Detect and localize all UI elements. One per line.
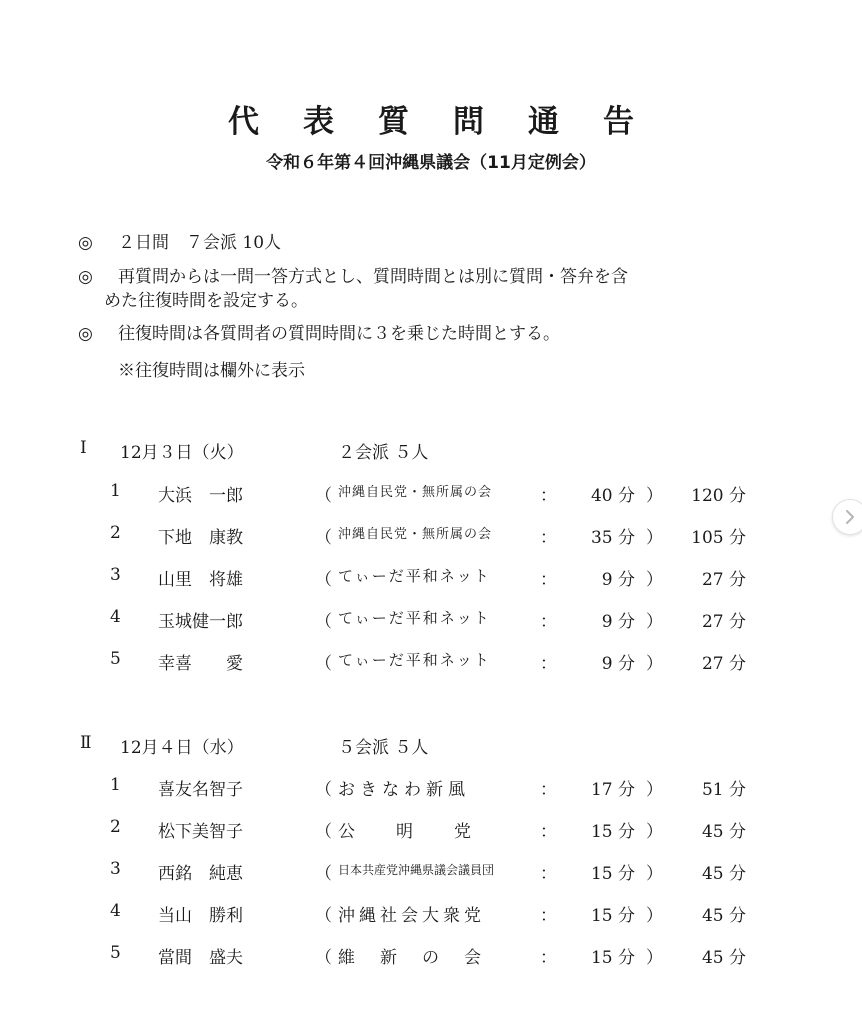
- party-name: てぃーだ平和ネット: [338, 651, 491, 669]
- open-paren: （: [315, 948, 332, 968]
- double-circle-icon: ◎: [78, 233, 93, 253]
- close-paren: ）: [646, 906, 663, 926]
- row-number: 2: [110, 523, 121, 543]
- table-row: [0, 649, 862, 679]
- question-minutes: 15 分: [590, 864, 635, 884]
- question-minutes: 9 分: [601, 654, 635, 674]
- table-row: [0, 523, 862, 553]
- party-name: 維 新 の 会: [338, 948, 485, 968]
- note-text: ２日間 ７会派 10人: [118, 233, 282, 253]
- party-name: 沖縄社会大衆党: [338, 906, 485, 926]
- questioner-name: 下地 康教: [158, 528, 243, 548]
- questioner-name: 大浜 一郎: [158, 486, 243, 506]
- row-number: 1: [110, 481, 121, 501]
- table-row: [0, 607, 862, 637]
- open-paren: （: [315, 612, 332, 632]
- round-trip-minutes: 27 分: [701, 612, 746, 632]
- note-item: [78, 231, 738, 255]
- section-count: ５会派 ５人: [338, 738, 429, 758]
- section-date: 12月４日（水）: [120, 738, 244, 758]
- note-text: 往復時間は各質問者の質問時間に３を乗じた時間とする。: [118, 324, 560, 344]
- row-number: 5: [110, 649, 121, 669]
- question-minutes: 35 分: [590, 528, 635, 548]
- aside-note: ※往復時間は欄外に表示: [118, 361, 305, 381]
- colon: ：: [540, 486, 557, 506]
- close-paren: ）: [646, 780, 663, 800]
- colon: ：: [540, 570, 557, 590]
- round-trip-minutes: 45 分: [701, 864, 746, 884]
- note-text: 再質問からは一問一答方式とし、質問時間とは別に質問・答弁を含: [118, 267, 628, 287]
- document-subtitle: 令和６年第４回沖縄県議会（11月定例会）: [266, 153, 596, 173]
- open-paren: （: [315, 864, 332, 884]
- double-circle-icon: ◎: [78, 267, 93, 287]
- colon: ：: [540, 612, 557, 632]
- round-trip-minutes: 45 分: [701, 948, 746, 968]
- party-name: てぃーだ平和ネット: [338, 609, 491, 627]
- colon: ：: [540, 906, 557, 926]
- questioner-name: 山里 将雄: [158, 570, 243, 590]
- question-minutes: 15 分: [590, 906, 635, 926]
- question-minutes: 15 分: [590, 948, 635, 968]
- colon: ：: [540, 822, 557, 842]
- questioner-name: 当山 勝利: [158, 906, 243, 926]
- document-title: 代表質問通告: [228, 104, 678, 140]
- row-number: 4: [110, 607, 121, 627]
- close-paren: ）: [646, 822, 663, 842]
- round-trip-minutes: 27 分: [701, 654, 746, 674]
- table-row: [0, 565, 862, 595]
- note-item: [78, 322, 738, 346]
- party-name: てぃーだ平和ネット: [338, 567, 491, 585]
- colon: ：: [540, 864, 557, 884]
- row-number: 2: [110, 817, 121, 837]
- section-count: ２会派 ５人: [338, 443, 429, 463]
- close-paren: ）: [646, 654, 663, 674]
- open-paren: （: [315, 654, 332, 674]
- double-circle-icon: ◎: [78, 324, 93, 344]
- open-paren: （: [315, 486, 332, 506]
- close-paren: ）: [646, 486, 663, 506]
- round-trip-minutes: 51 分: [701, 780, 746, 800]
- open-paren: （: [315, 528, 332, 548]
- open-paren: （: [315, 570, 332, 590]
- party-name: 沖縄自民党・無所属の会: [338, 527, 493, 542]
- note-item: [78, 265, 738, 313]
- section-date: 12月３日（火）: [120, 443, 244, 463]
- party-name: 公 明 党: [338, 822, 483, 842]
- open-paren: （: [315, 822, 332, 842]
- row-number: 5: [110, 943, 121, 963]
- row-number: 3: [110, 565, 121, 585]
- section-number: Ⅰ: [80, 438, 87, 458]
- section-number: Ⅱ: [80, 733, 92, 753]
- questioner-name: 當間 盛夫: [158, 948, 243, 968]
- questioner-name: 西銘 純恵: [158, 864, 243, 884]
- close-paren: ）: [646, 612, 663, 632]
- question-minutes: 40 分: [590, 486, 635, 506]
- table-row: [0, 943, 862, 973]
- colon: ：: [540, 780, 557, 800]
- party-name: 沖縄自民党・無所属の会: [338, 485, 493, 500]
- table-row: [0, 481, 862, 511]
- round-trip-minutes: 105 分: [691, 528, 746, 548]
- questioner-name: 玉城健一郎: [158, 612, 243, 632]
- close-paren: ）: [646, 528, 663, 548]
- table-row: [0, 901, 862, 931]
- open-paren: （: [315, 780, 332, 800]
- questioner-name: 喜友名智子: [158, 780, 243, 800]
- note-text-continued: めた往復時間を設定する。: [104, 291, 308, 311]
- questioner-name: 松下美智子: [158, 822, 243, 842]
- row-number: 1: [110, 775, 121, 795]
- table-row: [0, 859, 862, 889]
- round-trip-minutes: 120 分: [691, 486, 746, 506]
- round-trip-minutes: 27 分: [701, 570, 746, 590]
- close-paren: ）: [646, 864, 663, 884]
- questioner-name: 幸喜 愛: [158, 654, 243, 674]
- question-minutes: 9 分: [601, 570, 635, 590]
- party-name: おきなわ新風: [338, 780, 470, 800]
- close-paren: ）: [646, 570, 663, 590]
- question-minutes: 15 分: [590, 822, 635, 842]
- colon: ：: [540, 528, 557, 548]
- round-trip-minutes: 45 分: [701, 906, 746, 926]
- colon: ：: [540, 948, 557, 968]
- colon: ：: [540, 654, 557, 674]
- next-page-button[interactable]: [832, 499, 862, 535]
- party-name: 日本共産党沖縄県議会議員団: [338, 863, 495, 877]
- table-row: [0, 775, 862, 805]
- question-minutes: 9 分: [601, 612, 635, 632]
- open-paren: （: [315, 906, 332, 926]
- row-number: 3: [110, 859, 121, 879]
- table-row: [0, 817, 862, 847]
- row-number: 4: [110, 901, 121, 921]
- question-minutes: 17 分: [590, 780, 635, 800]
- round-trip-minutes: 45 分: [701, 822, 746, 842]
- close-paren: ）: [646, 948, 663, 968]
- chevron-right-icon: [843, 509, 857, 525]
